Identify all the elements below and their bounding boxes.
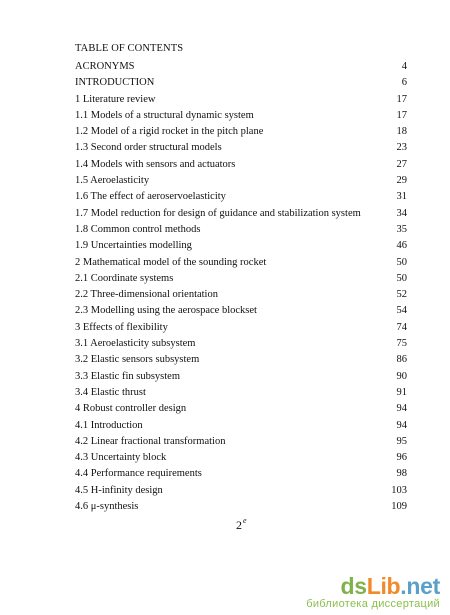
toc-entry-label: 1.6 The effect of aeroservoelasticity xyxy=(75,191,226,203)
toc-entry xyxy=(75,59,407,75)
toc-entry-page: 29 xyxy=(396,175,407,187)
toc-entry-page: 103 xyxy=(391,484,407,496)
toc-entry-page: 50 xyxy=(396,256,407,268)
toc-entry-label: 4.6 μ-synthesis xyxy=(75,501,139,513)
toc-entry-label: 2.3 Modelling using the aerospace blockset xyxy=(75,305,257,317)
toc-entry xyxy=(75,238,407,254)
toc-entry xyxy=(75,401,407,417)
toc-entry-label: 2.1 Coordinate systems xyxy=(75,272,174,284)
toc-entry xyxy=(75,483,407,499)
toc-entry-page: 91 xyxy=(396,386,407,398)
toc-entry xyxy=(75,499,407,515)
toc-entry-label: 3.2 Elastic sensors subsystem xyxy=(75,354,200,366)
toc-entry-page: 18 xyxy=(396,126,407,138)
toc-entry xyxy=(75,336,407,352)
toc-entry-label: 3.1 Aeroelasticity subsystem xyxy=(75,338,196,350)
toc-entry xyxy=(75,418,407,434)
toc-entry-page: 75 xyxy=(396,338,407,350)
toc-entry xyxy=(75,255,407,271)
toc-entry-label: INTRODUCTION xyxy=(75,77,155,89)
toc-entry-label: 1.2 Model of a rigid rocket in the pitch plane xyxy=(75,126,264,138)
toc-entry xyxy=(75,124,407,140)
toc-entry-page: 94 xyxy=(396,419,407,431)
toc-entry xyxy=(75,303,407,319)
toc-entry-label: 1.3 Second order structural models xyxy=(75,142,222,154)
toc-entry-page: 109 xyxy=(391,501,407,513)
toc-entry-page: 34 xyxy=(396,207,407,219)
toc-title: TABLE OF CONTENTS xyxy=(75,43,184,54)
watermark-logo-lib: Lib xyxy=(366,573,401,599)
toc-entry xyxy=(75,352,407,368)
toc-list xyxy=(75,59,407,515)
toc-entry-page: 86 xyxy=(396,354,407,366)
watermark-logo-net: .net xyxy=(400,573,440,599)
toc-entry-label: 2.2 Three-dimensional orientation xyxy=(75,289,218,301)
toc-entry xyxy=(75,157,407,173)
toc-entry-label: 4.1 Introduction xyxy=(75,419,143,431)
toc-entry xyxy=(75,189,407,205)
toc-entry-page: 54 xyxy=(396,305,407,317)
toc-entry-page: 6 xyxy=(401,77,407,89)
toc-entry-page: 50 xyxy=(396,272,407,284)
toc-entry-page: 4 xyxy=(401,61,407,72)
page-number xyxy=(236,516,247,533)
toc-entry xyxy=(75,466,407,482)
toc-entry-page: 94 xyxy=(396,403,407,415)
toc-entry xyxy=(75,173,407,189)
toc-entry-page: 23 xyxy=(396,142,407,154)
toc-entry-page: 95 xyxy=(396,435,407,447)
watermark-logo xyxy=(306,574,440,598)
watermark-subtitle: библиотека диссертаций xyxy=(306,598,440,610)
toc-entry xyxy=(75,140,407,156)
toc-entry xyxy=(75,450,407,466)
toc-entry xyxy=(75,92,407,108)
toc-entry-label: 1.4 Models with sensors and actuators xyxy=(75,158,236,170)
toc-entry xyxy=(75,369,407,385)
toc-entry xyxy=(75,271,407,287)
toc-entry-page: 27 xyxy=(396,158,407,170)
toc-entry xyxy=(75,320,407,336)
toc-entry xyxy=(75,108,407,124)
toc-entry-page: 17 xyxy=(396,93,407,105)
toc-entry-label: ACRONYMS xyxy=(75,61,135,72)
toc-entry-label: 4.2 Linear fractional transformation xyxy=(75,435,226,447)
toc-entry-label: 3.3 Elastic fin subsystem xyxy=(75,370,180,382)
toc-entry-label: 4.3 Uncertainty block xyxy=(75,452,167,464)
toc-entry xyxy=(75,75,407,91)
toc-entry-page: 74 xyxy=(396,321,407,333)
toc-entry-label: 3.4 Elastic thrust xyxy=(75,386,146,398)
toc-entry-page: 52 xyxy=(396,289,407,301)
toc-entry-page: 35 xyxy=(396,223,407,235)
toc-entry-label: 1.7 Model reduction for design of guidance and stabilization system xyxy=(75,207,361,219)
toc-entry-label: 1.1 Models of a structural dynamic system xyxy=(75,109,254,121)
toc-entry-label: 4.4 Performance requirements xyxy=(75,468,202,480)
page-number-mark: e xyxy=(243,516,247,525)
toc-entry-page: 96 xyxy=(396,452,407,464)
toc-entry-label: 3 Effects of flexibility xyxy=(75,321,168,333)
toc-entry xyxy=(75,206,407,222)
toc-entry-page: 31 xyxy=(396,191,407,203)
toc-entry xyxy=(75,222,407,238)
toc-entry-label: 1.9 Uncertainties modelling xyxy=(75,240,192,252)
toc-entry xyxy=(75,434,407,450)
page-number-value: 2 xyxy=(236,518,242,532)
watermark xyxy=(306,574,440,611)
toc-entry-label: 1.8 Common control methods xyxy=(75,223,201,235)
toc-entry-label: 4 Robust controller design xyxy=(75,403,187,415)
toc-entry-page: 90 xyxy=(396,370,407,382)
toc-entry-label: 2 Mathematical model of the sounding rocket xyxy=(75,256,267,268)
toc-entry-page: 46 xyxy=(396,240,407,252)
toc-entry-page: 98 xyxy=(396,468,407,480)
watermark-logo-ds: ds xyxy=(340,573,367,599)
toc-entry xyxy=(75,287,407,303)
toc-entry-label: 1.5 Aeroelasticity xyxy=(75,175,150,187)
toc-entry-label: 1 Literature review xyxy=(75,93,156,105)
toc-entry-label: 4.5 H-infinity design xyxy=(75,484,163,496)
toc-entry-page: 17 xyxy=(396,109,407,121)
toc-entry xyxy=(75,385,407,401)
